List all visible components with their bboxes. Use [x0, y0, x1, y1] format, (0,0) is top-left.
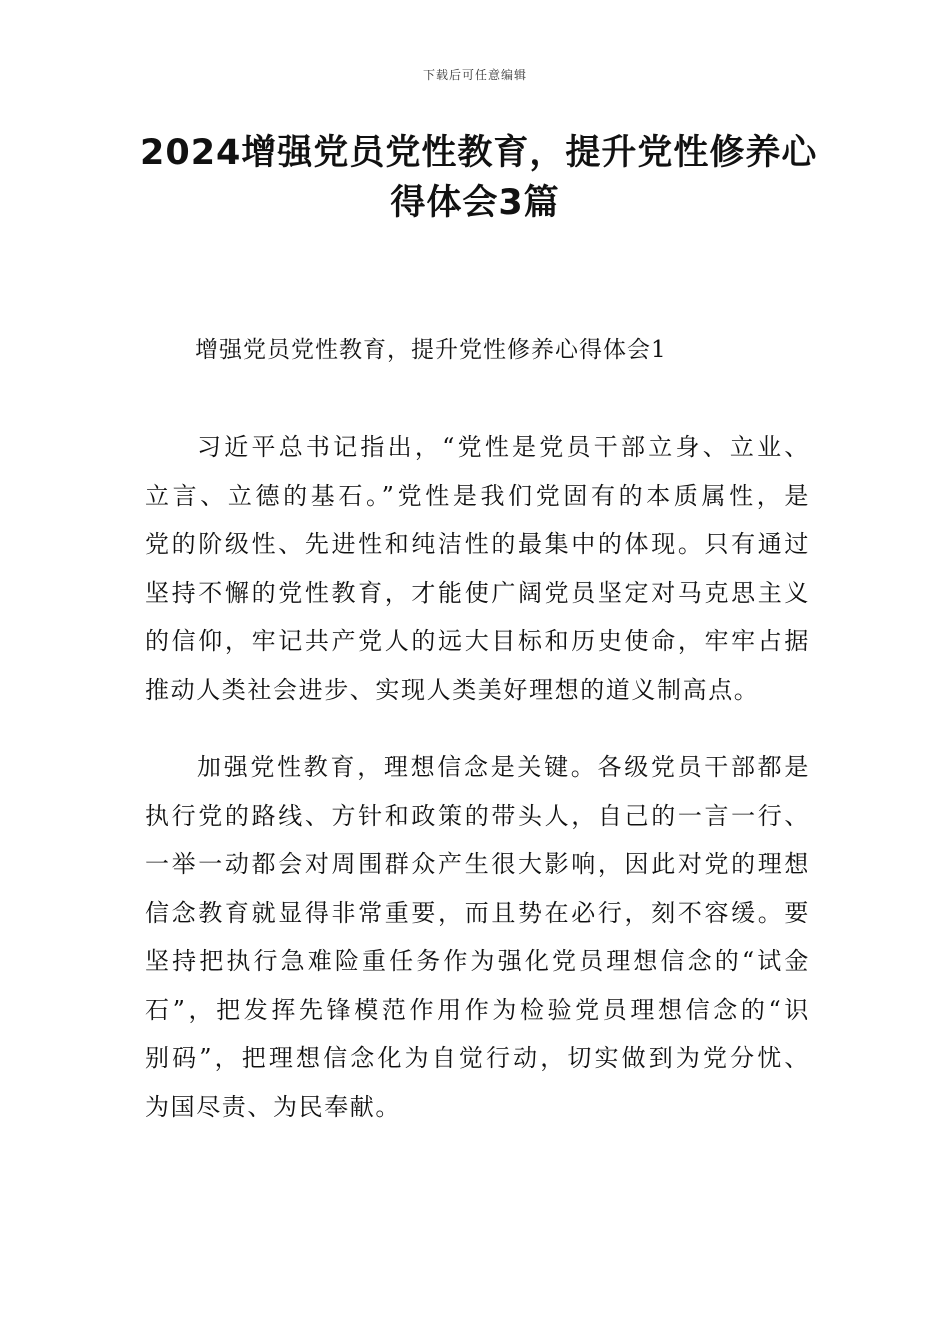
paragraph-line: 坚持不懈的党性教育，才能使广阔党员坚定对马克思主义 [145, 578, 810, 607]
paragraph-line: 信念教育就显得非常重要，而且势在必行，刻不容缓。要 [145, 898, 810, 927]
title-line: 2024增强党员党性教育，提升党性修养心 [140, 133, 818, 173]
paragraph-line: 石”，把发挥先锋模范作用作为检验党员理想信念的“识 [145, 995, 810, 1024]
paragraph-line: 推动人类社会进步、实现人类美好理想的道义制高点。 [145, 675, 760, 704]
document-title [140, 128, 818, 228]
paragraph-line: 别码”，把理想信念化为自觉行动，切实做到为党分忧、 [145, 1044, 810, 1072]
paragraph-line: 加强党性教育，理想信念是关键。各级党员干部都是 [197, 753, 810, 781]
paragraph-line: 一举一动都会对周围群众产生很大影响，因此对党的理想 [145, 850, 810, 878]
paragraph-line: 党的阶级性、先进性和纯洁性的最集中的体现。只有通过 [145, 530, 810, 558]
paragraph-line: 执行党的路线、方针和政策的带头人，自己的一言一行、 [145, 801, 810, 830]
title-line: 得体会3篇 [390, 183, 560, 223]
paragraph-line: 坚持把执行急难险重任务作为强化党员理想信念的“试金 [145, 947, 810, 975]
body-paragraph [145, 743, 810, 1131]
paragraph-line: 的信仰，牢记共产党人的远大目标和历史使命，牢牢占据 [145, 627, 810, 655]
paragraph-line: 习近平总书记指出，“党性是党员干部立身、立业、 [197, 433, 810, 461]
section-heading: 增强党员党性教育，提升党性修养心得体会1 [195, 337, 667, 363]
paragraph-line: 立言、立德的基石。”党性是我们党固有的本质属性，是 [145, 481, 810, 510]
header-note: 下载后可任意编辑 [422, 68, 527, 82]
body-paragraph [145, 423, 810, 714]
paragraph-line: 为国尽责、为民奉献。 [145, 1092, 401, 1121]
